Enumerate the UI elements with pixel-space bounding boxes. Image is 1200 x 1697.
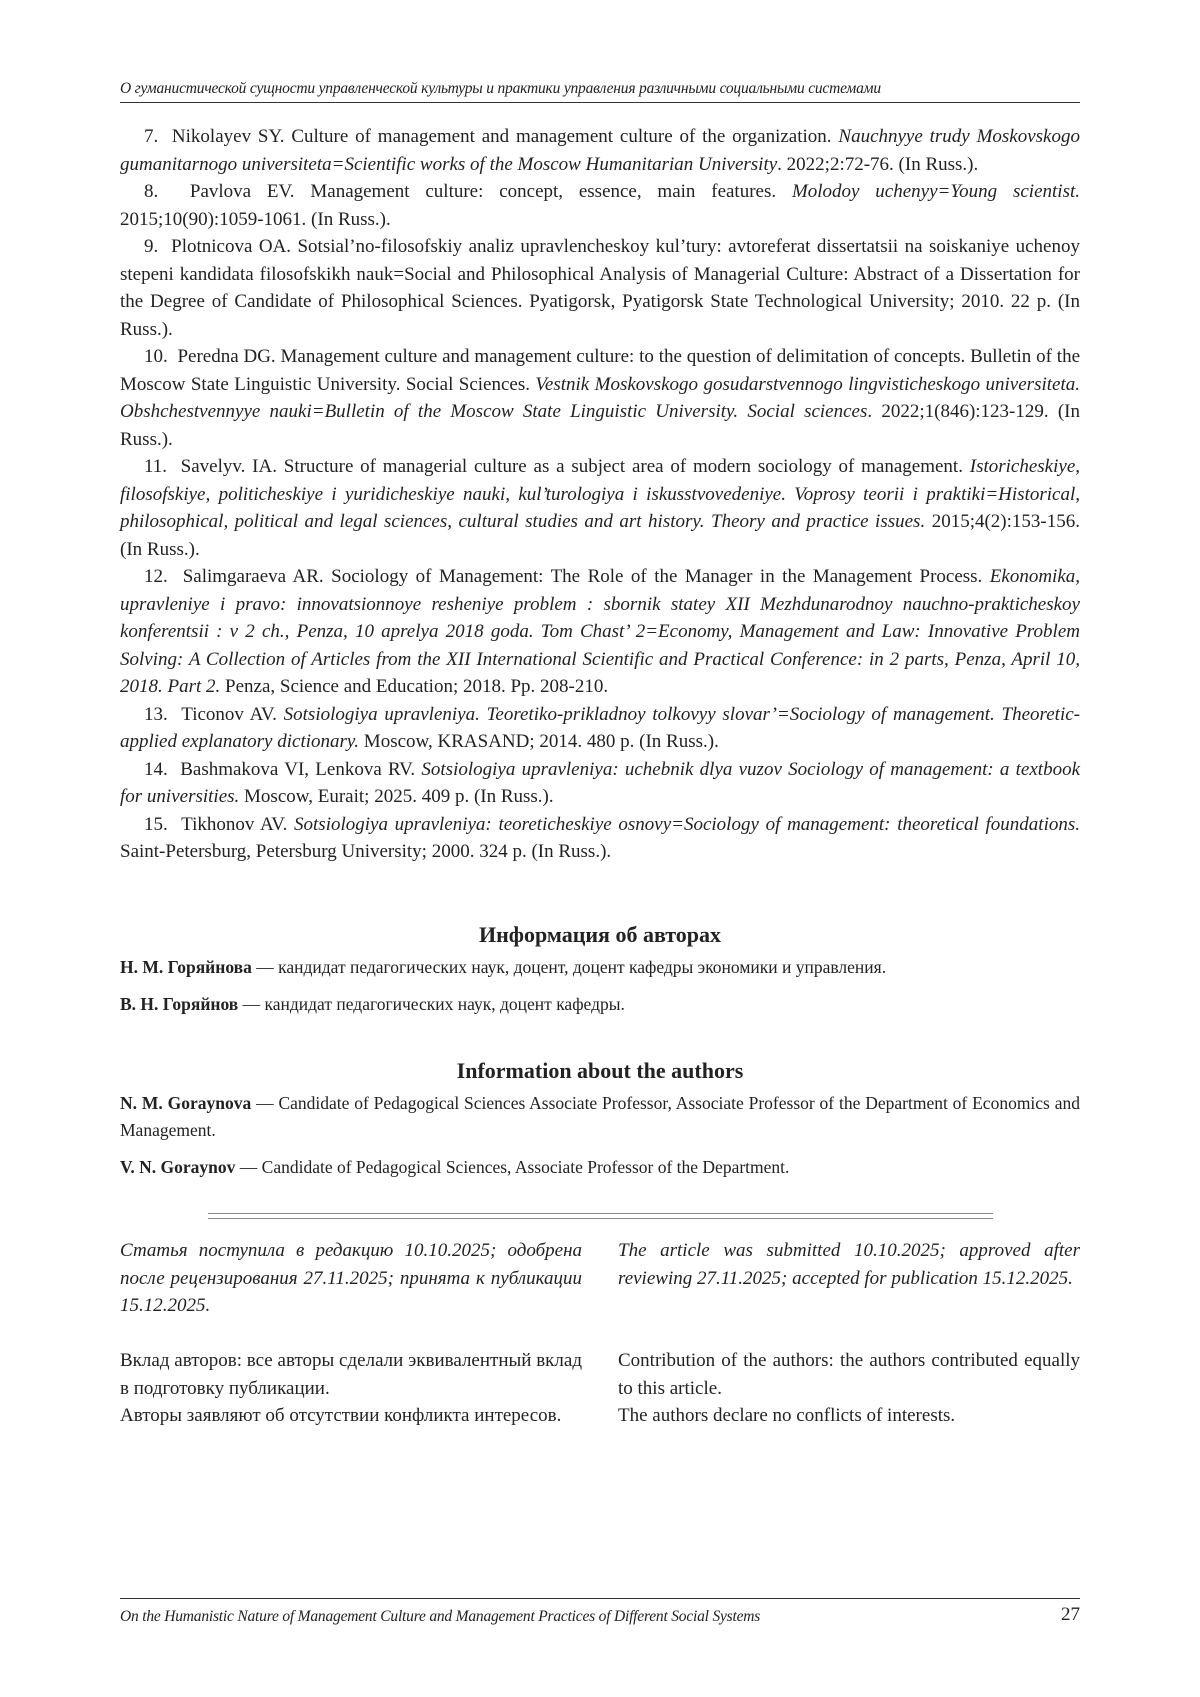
reference-item: 13. Ticonov AV. Sotsiologiya upravleniya. Teoretiko-prikladnoy tolkovyy slovar’=Sociology of management. Theoretic-applied explanatory dictionary. Moscow, KRASAND; 2014. 480 p. (In Russ.). <box>120 703 1080 752</box>
reference-item: 7. Nikolayev SY. Culture of management and management culture of the organization. Nauchnyye trudy Moskovskogo gumanitarnogo universiteta=Scientific works of the Moscow Humanitarian University. 2022;2:72-76. (In Russ.). <box>120 126 1080 175</box>
author-en-item: N. M. Goraynova — Candidate of Pedagogical Sciences Associate Professor, Associate Professor of the Department of Economics and Management. <box>120 1093 1080 1140</box>
reference-item: 10. Peredna DG. Management culture and management culture: to the question of delimitation of concepts. Bulletin of the Moscow State Linguistic University. Social Sciences. Vestnik Moskovskogo gosudarstvennogo lingvisticheskogo universiteta. Obshchestvennyye nauki=Bulletin of the Moscow State Linguistic University. Social sciences. 2022;1(846):123-129. (In Russ.). <box>120 346 1081 450</box>
authors-ru-title: Информация об авторах <box>478 922 722 947</box>
author-ru-item: Н. М. Горяйнова — кандидат педагогических наук, доцент, доцент кафедры экономики и управления. <box>120 957 887 977</box>
footer-rule <box>120 1598 1080 1599</box>
contribution-en: Contribution of the authors: the authors contributed equally to this article. The authors declare no conflicts of interests. <box>618 1350 1080 1426</box>
reference-item: 14. Bashmakova VI, Lenkova RV. Sotsiologiya upravleniya: uchebnik dlya vuzov Sociology of management: a textbook for universities. Moscow, Eurait; 2025. 409 p. (In Russ.). <box>120 758 1081 807</box>
dates-ru: Статья поступила в редакцию 10.10.2025; одобрена после рецензирования 27.11.2025; принята к публикации 15.12.2025. <box>120 1240 582 1316</box>
reference-list <box>120 123 1080 866</box>
contribution-ru: Вклад авторов: все авторы сделали эквивалентный вклад в подготовку публикации. Авторы заявляют об отсутствии конфликта интересов. <box>120 1350 582 1426</box>
dates-columns <box>120 1237 1080 1320</box>
dates-en: The article was submitted 10.10.2025; approved after reviewing 27.11.2025; accepted for publication 15.12.2025. <box>618 1240 1080 1289</box>
reference-item: 15. Tikhonov AV. Sotsiologiya upravleniya: teoreticheskiye osnovy=Sociology of management: theoretical foundations. Saint-Petersburg, Petersburg University; 2000. 324 p. (In Russ.). <box>120 813 1080 862</box>
reference-item: 12. Salimgaraeva AR. Sociology of Management: The Role of the Manager in the Management Process. Ekonomika, upravleniye i pravo: innovatsionnoye resheniye problem : sbornik statey XII Mezhdunarodnoy nauchno-prakticheskoy konferentsii : v 2 ch., Penza, 10 aprelya 2018 goda. Tom Chast’ 2=Economy, Management and Law: Innovative Problem Solving: A Collection of Articles from the XII International Scientific and Practical Conference: in 2 parts, Penza, April 10, 2018. Part 2. Penza, Science and Education; 2018. Pp. 208-210. <box>120 566 1081 697</box>
section-divider <box>208 1213 993 1219</box>
authors-en-section <box>120 1058 1080 1181</box>
reference-item: 9. Plotnicova OA. Sotsial’no-filosofskiy analiz upravlencheskoy kul’tury: avtoreferat dissertatsii na soiskaniye uchenoy stepeni kandidata filosofskikh nauk=Social and Philosophical Analysis of Managerial Culture: Abstract of a Dissertation for the Degree of Candidate of Philosophical Sciences. Pyatigorsk, Pyatigorsk State Technological University; 2010. 22 p. (In Russ.). <box>120 236 1080 340</box>
page-number: 27 <box>1061 1604 1080 1625</box>
authors-en-title: Information about the authors <box>456 1058 744 1083</box>
reference-item: 11. Savelyv. IA. Structure of managerial culture as a subject area of modern sociology of management. Istoricheskiye, filosofskiye, politicheskiye i yuridicheskiye nauki, kul’turologiya i iskusstvovedeniye. Voprosy teorii i praktiki=Historical, philosophical, political and legal sciences, cultural studies and art history. Theory and practice issues. 2015;4(2):153-156. (In Russ.). <box>120 456 1081 560</box>
footer-title: On the Humanistic Nature of Management Culture and Management Practices of Different Social Systems <box>120 1608 761 1625</box>
contribution-columns <box>120 1347 1080 1430</box>
authors-ru-section <box>120 922 1080 1018</box>
author-en-item: V. N. Goraynov — Candidate of Pedagogical Sciences, Associate Professor of the Department. <box>120 1157 790 1177</box>
reference-item: 8. Pavlova EV. Management culture: concept, essence, main features. Molodoy uchenyy=Young scientist. 2015;10(90):1059-1061. (In Russ.). <box>120 181 1081 230</box>
running-header: О гуманистической сущности управленческой культуры и практики управления различными социальными системами <box>120 80 1080 103</box>
author-ru-item: В. Н. Горяйнов — кандидат педагогических наук, доцент кафедры. <box>120 994 625 1014</box>
